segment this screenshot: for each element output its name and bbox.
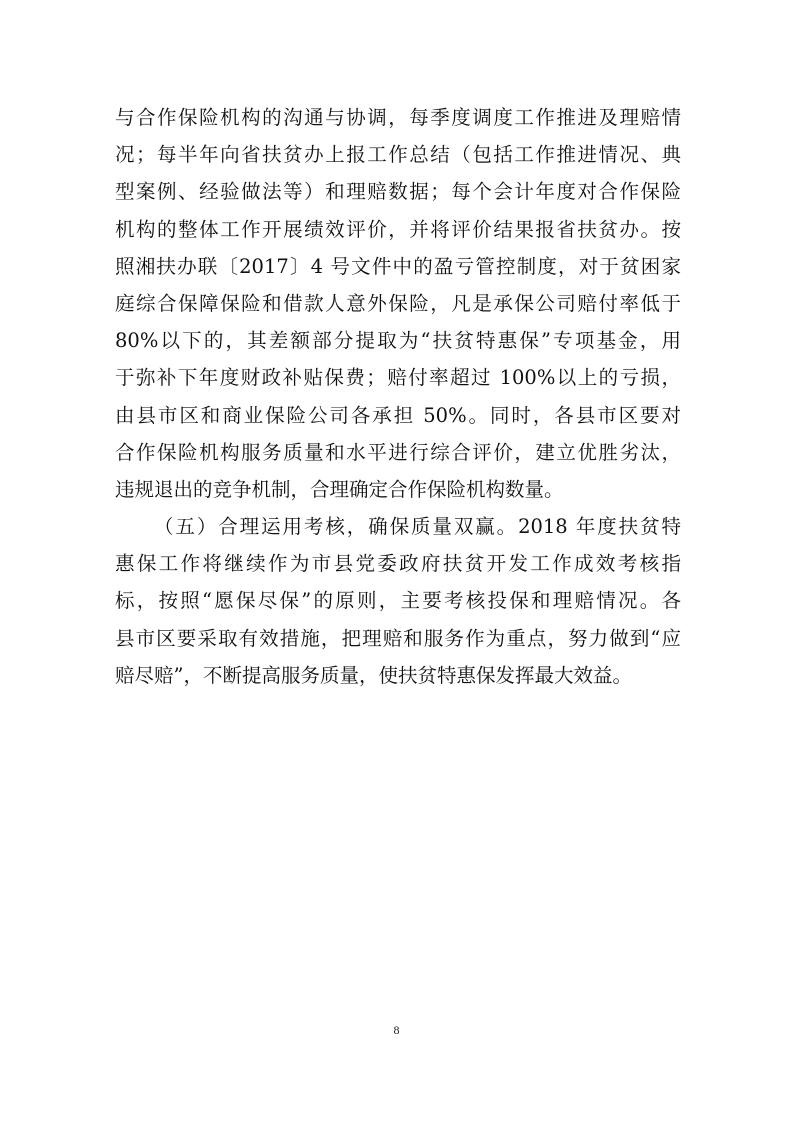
text-line: 况；每半年向省扶贫办上报工作总结（包括工作推进情况、典 <box>115 143 681 167</box>
paragraph-1 <box>115 99 681 508</box>
text-line: 照湘扶办联〔2017〕4 号文件中的盈亏管控制度，对于贫困家 <box>115 254 681 278</box>
body-text <box>115 99 681 694</box>
text-line: 县市区要采取有效措施，把理赔和服务作为重点，努力做到“应 <box>115 626 681 650</box>
text-line: 标，按照“愿保尽保”的原则，主要考核投保和理赔情况。各 <box>115 589 681 613</box>
text-line: 由县市区和商业保险公司各承担 50%。同时，各县市区要对 <box>115 403 681 427</box>
text-line: 违规退出的竞争机制，合理确定合作保险机构数量。 <box>115 477 564 501</box>
text-line: 赔尽赔”，不断提高服务质量，使扶贫特惠保发挥最大效益。 <box>115 663 632 687</box>
text-line: 于弥补下年度财政补贴保费；赔付率超过 100%以上的亏损， <box>115 366 681 390</box>
text-line: 机构的整体工作开展绩效评价，并将评价结果报省扶贫办。按 <box>115 217 681 241</box>
paragraph-2 <box>115 508 681 694</box>
text-line: 80%以下的，其差额部分提取为“扶贫特惠保”专项基金，用 <box>115 329 681 353</box>
text-line: 合作保险机构服务质量和水平进行综合评价，建立优胜劣汰， <box>115 440 681 464</box>
text-line: 与合作保险机构的沟通与协调，每季度调度工作推进及理赔情 <box>115 106 681 129</box>
text-line: 惠保工作将继续作为市县党委政府扶贫开发工作成效考核指 <box>115 552 681 576</box>
text-line: 型案例、经验做法等）和理赔数据；每个会计年度对合作保险 <box>115 180 681 204</box>
text-line-heading: （五）合理运用考核，确保质量双赢。2018 年度扶贫特 <box>154 515 681 539</box>
text-line: 庭综合保障保险和借款人意外保险，凡是承保公司赔付率低于 <box>115 291 681 315</box>
page-number: 8 <box>393 1023 400 1037</box>
